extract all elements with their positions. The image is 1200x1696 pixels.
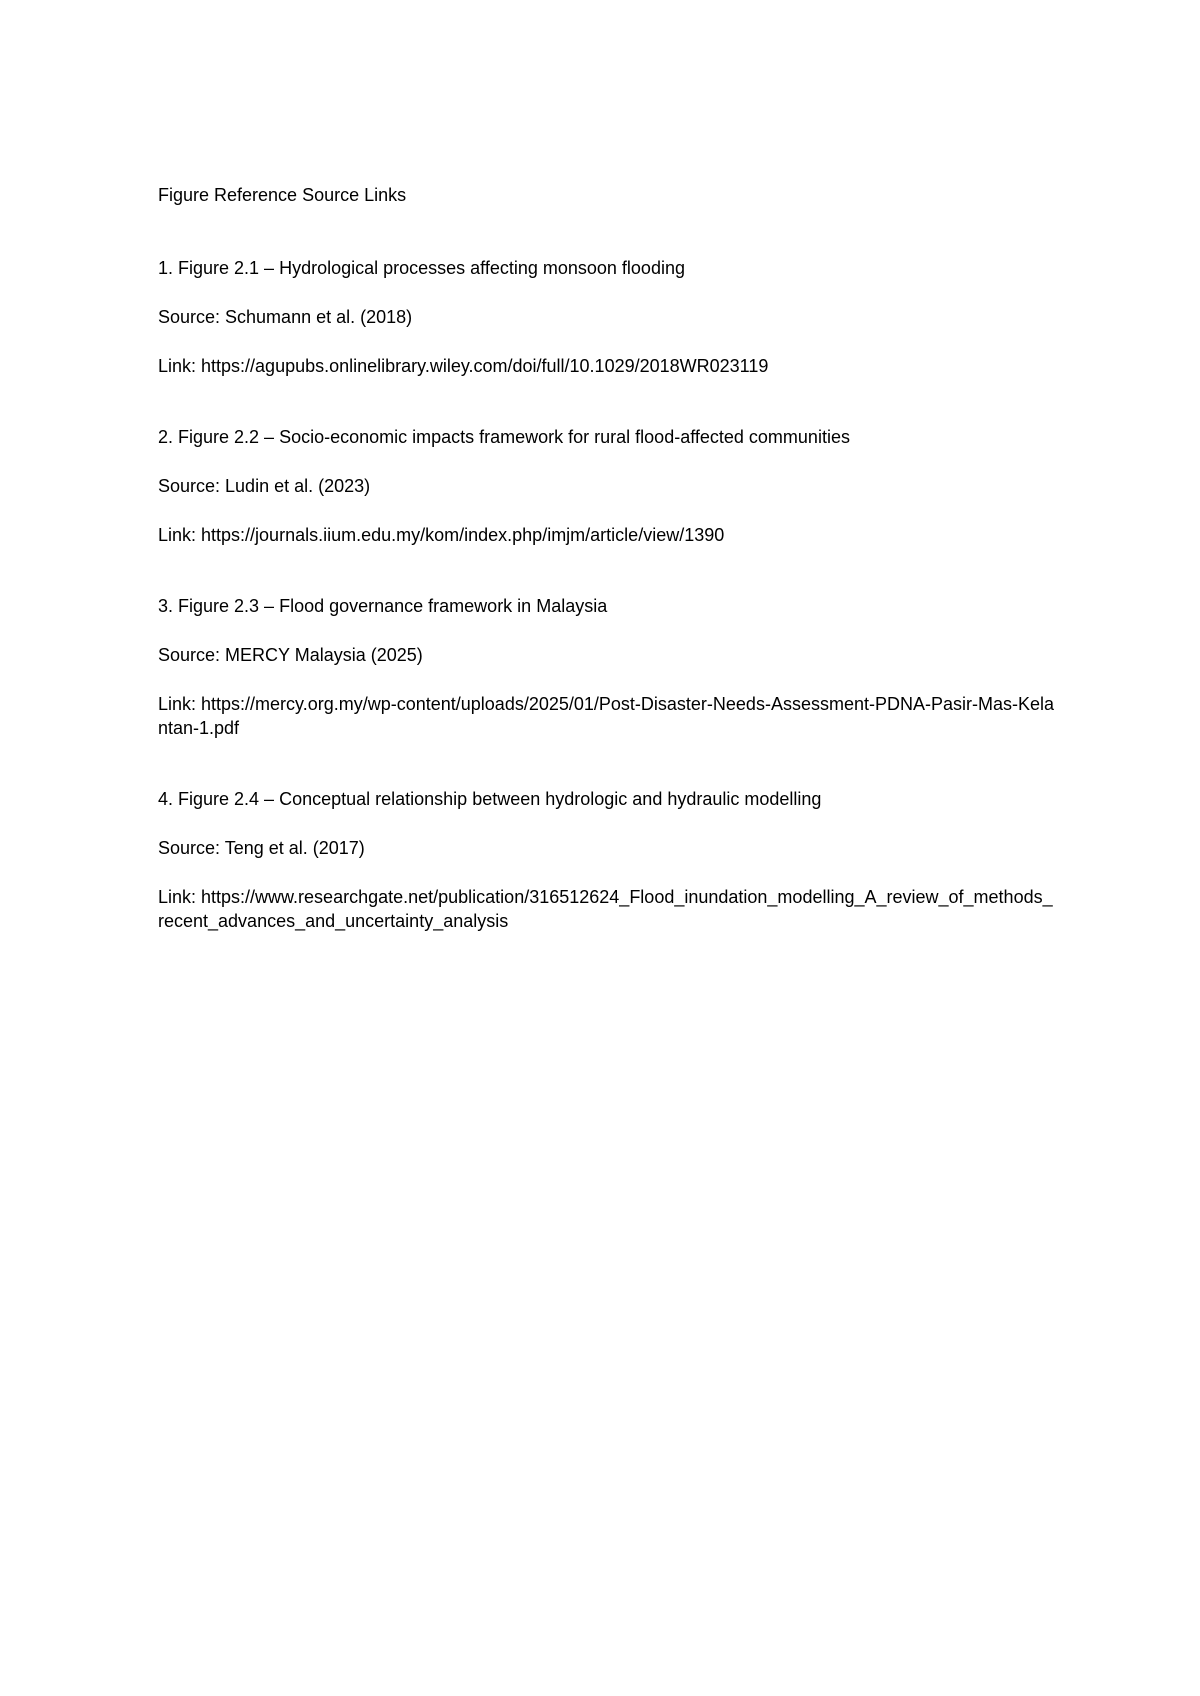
figure-link[interactable]: Link: https://agupubs.onlinelibrary.wiley.com/doi/full/10.1029/2018WR023119	[158, 356, 769, 376]
figure-link[interactable]: Link: https://www.researchgate.net/publication/316512624_Flood_inundation_modelling_A_review_of_methods_recent_advances_and_uncertainty_analysis	[158, 887, 1053, 931]
figure-source: Source: Schumann et al. (2018)	[158, 307, 413, 327]
figure-heading: 3. Figure 2.3 – Flood governance framework in Malaysia	[158, 596, 608, 616]
figure-source: Source: Teng et al. (2017)	[158, 838, 365, 858]
reference-entry-1	[158, 256, 1058, 378]
document-page	[158, 183, 1058, 980]
figure-link[interactable]: Link: https://mercy.org.my/wp-content/uploads/2025/01/Post-Disaster-Needs-Assessment-PDNA-Pasir-Mas-Kelantan-1.pdf	[158, 694, 1055, 738]
figure-heading: 1. Figure 2.1 – Hydrological processes affecting monsoon flooding	[158, 258, 685, 278]
reference-entry-3	[158, 594, 1058, 740]
reference-entry-4	[158, 787, 1058, 933]
figure-link[interactable]: Link: https://journals.iium.edu.my/kom/index.php/imjm/article/view/1390	[158, 525, 725, 545]
figure-source: Source: MERCY Malaysia (2025)	[158, 645, 423, 665]
figure-source: Source: Ludin et al. (2023)	[158, 476, 371, 496]
document-title: Figure Reference Source Links	[158, 185, 407, 205]
figure-heading: 4. Figure 2.4 – Conceptual relationship between hydrologic and hydraulic modelling	[158, 789, 822, 809]
figure-heading: 2. Figure 2.2 – Socio-economic impacts framework for rural flood-affected communities	[158, 427, 850, 447]
reference-entry-2	[158, 425, 1058, 547]
